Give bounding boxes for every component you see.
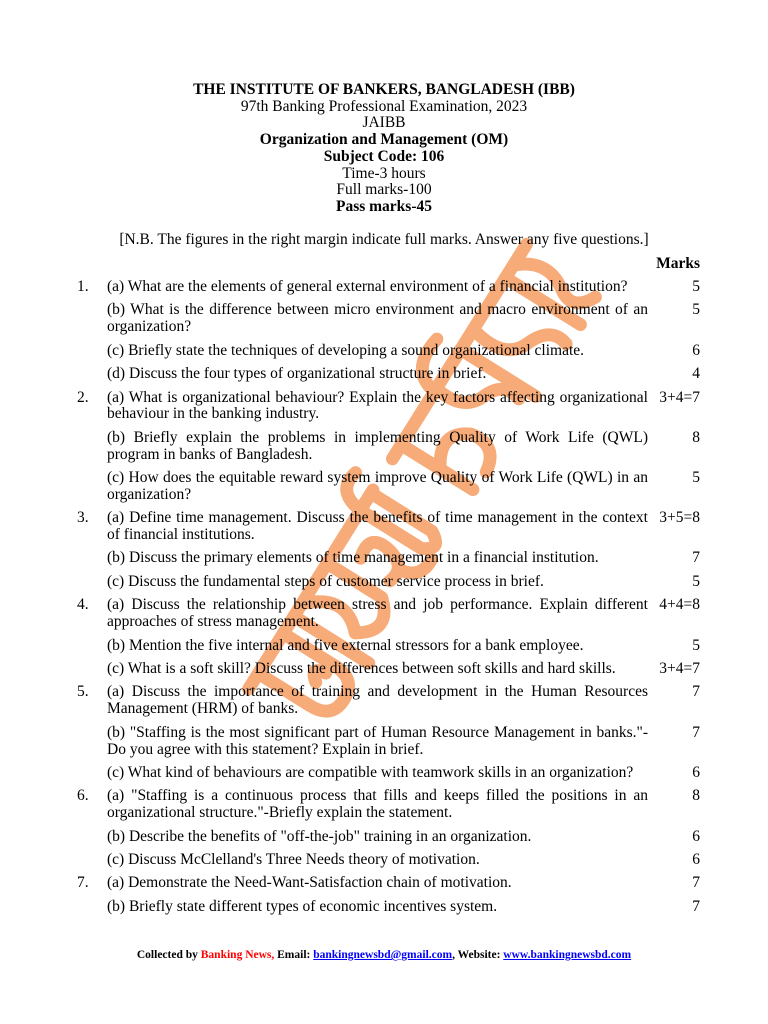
question-6-part-a — [77, 788, 700, 822]
question-text: (a) Demonstrate the Need-Want-Satisfaction chain of motivation. — [107, 874, 512, 892]
question-marks: 5 — [692, 469, 700, 487]
question-text: (c) Briefly state the techniques of developing a sound organizational climate. — [107, 341, 585, 359]
question-text: (c) What kind of behaviours are compatible with teamwork skills in an organization? — [107, 763, 634, 781]
question-number: 5. — [77, 683, 89, 701]
question-number: 2. — [77, 388, 89, 406]
question-marks: 8 — [692, 787, 700, 805]
source-name: Banking News, — [200, 949, 275, 961]
institute-name: THE INSTITUTE OF BANKERS, BANGLADESH (IBB) — [193, 81, 575, 98]
question-text: (b) Briefly explain the problems in implementing Quality of Work Life (QWL) program in banks of Bangladesh. — [107, 428, 648, 463]
question-marks: 3+4=7 — [659, 388, 700, 406]
question-4-part-b — [77, 638, 700, 655]
question-text: (c) Discuss the fundamental steps of customer service process in brief. — [107, 572, 544, 590]
pass-marks: Pass marks-45 — [335, 197, 432, 215]
question-text: (b) What is the difference between micro environment and macro environment of an organization? — [107, 301, 648, 336]
exam-header — [0, 82, 768, 216]
question-marks: 6 — [692, 827, 700, 845]
question-marks: 5 — [692, 278, 700, 295]
question-number: 6. — [77, 787, 89, 805]
full-marks: Full marks-100 — [336, 181, 432, 199]
question-text: (c) What is a soft skill? Discuss the differences between soft skills and hard skills. — [107, 660, 616, 678]
marks-heading: Marks — [656, 255, 700, 272]
subject-code: Subject Code: 106 — [323, 147, 445, 165]
question-text: (c) How does the equitable reward system improve Quality of Work Life (QWL) in an organization? — [107, 469, 648, 503]
exam-time: Time-3 hours — [342, 164, 426, 182]
collected-by-label: Collected by — [136, 949, 198, 961]
question-marks: 3+4=7 — [659, 660, 700, 678]
question-5-part-c — [77, 765, 700, 782]
question-marks: 7 — [692, 723, 700, 741]
question-6-part-c — [77, 852, 700, 869]
question-1-part-c — [77, 343, 700, 360]
question-marks: 6 — [692, 763, 700, 781]
question-marks: 7 — [692, 549, 700, 567]
footer-credit — [0, 948, 768, 962]
question-text: (a) Discuss the importance of training and development in the Human Resources Management (HRM) of banks. — [107, 683, 648, 718]
question-text: (c) Discuss McClelland's Three Needs theory of motivation. — [107, 851, 480, 869]
question-marks: 3+5=8 — [659, 509, 700, 527]
question-text: (a) What is organizational behaviour? Explain the key factors affecting organizational behaviour in the banking industry. — [107, 388, 648, 423]
question-text: (b) Briefly state different types of economic incentives system. — [107, 897, 498, 915]
question-text: (a) Discuss the relationship between stress and job performance. Explain different approaches of stress management. — [107, 596, 648, 631]
question-number: 4. — [77, 596, 89, 614]
question-marks: 5 — [692, 301, 700, 319]
question-text: (b) Mention the five internal and five external stressors for a bank employee. — [107, 636, 584, 654]
question-1-part-a — [77, 279, 700, 296]
question-text: (d) Discuss the four types of organizational structure in brief. — [107, 365, 487, 383]
question-marks: 8 — [692, 428, 700, 446]
question-number: 3. — [77, 509, 89, 527]
question-number: 7. — [77, 874, 89, 892]
question-text: (a) "Staffing is a continuous process that fills and keeps filled the positions in an organizational structure."-Briefly explain the statement. — [107, 787, 648, 822]
question-2-part-c — [77, 470, 700, 504]
question-marks: 5 — [692, 572, 700, 590]
question-text: (b) "Staffing is the most significant part of Human Resource Management in banks."- Do you agree with this statement? Explain in brief. — [107, 723, 648, 758]
question-text: (b) Discuss the primary elements of time management in a financial institution. — [107, 549, 599, 567]
instructions: [N.B. The figures in the right margin indicate full marks. Answer any five questions.] — [119, 231, 649, 248]
question-number: 1. — [77, 278, 89, 295]
question-3-part-a — [77, 510, 700, 544]
question-2-part-a — [77, 390, 700, 424]
question-3-part-c — [77, 574, 700, 591]
question-4-part-a — [77, 597, 700, 631]
question-text: (a) Define time management. Discuss the benefits of time management in the context of financial institutions. — [107, 509, 648, 544]
question-5-part-a — [77, 684, 700, 718]
question-list — [77, 279, 700, 922]
subject-name: Organization and Management (OM) — [259, 131, 509, 149]
exam-level: JAIBB — [362, 114, 406, 132]
question-marks: 7 — [692, 874, 700, 892]
question-7-part-a — [77, 875, 700, 892]
question-marks: 6 — [692, 341, 700, 359]
question-1-part-d — [77, 366, 700, 383]
question-marks: 4 — [692, 365, 700, 383]
website-label: , Website: — [452, 949, 501, 961]
question-text: (a) What are the elements of general external environment of a financial institution? — [107, 278, 628, 295]
question-7-part-b — [77, 899, 700, 916]
question-marks: 4+4=8 — [659, 596, 700, 614]
question-5-part-b — [77, 725, 700, 759]
question-marks: 7 — [692, 897, 700, 915]
question-2-part-b — [77, 430, 700, 464]
exam-title: 97th Banking Professional Examination, 2023 — [240, 97, 528, 115]
question-1-part-b — [77, 302, 700, 336]
email-label: Email: — [277, 949, 311, 961]
question-marks: 6 — [692, 851, 700, 869]
question-text: (b) Describe the benefits of "off-the-job" training in an organization. — [107, 827, 532, 845]
question-4-part-c — [77, 661, 700, 678]
question-marks: 7 — [692, 683, 700, 701]
question-3-part-b — [77, 550, 700, 567]
email-link[interactable]: bankingnewsbd@gmail.com — [313, 949, 453, 961]
question-6-part-b — [77, 829, 700, 846]
website-link[interactable]: www.bankingnewsbd.com — [503, 949, 632, 961]
question-marks: 5 — [692, 636, 700, 654]
